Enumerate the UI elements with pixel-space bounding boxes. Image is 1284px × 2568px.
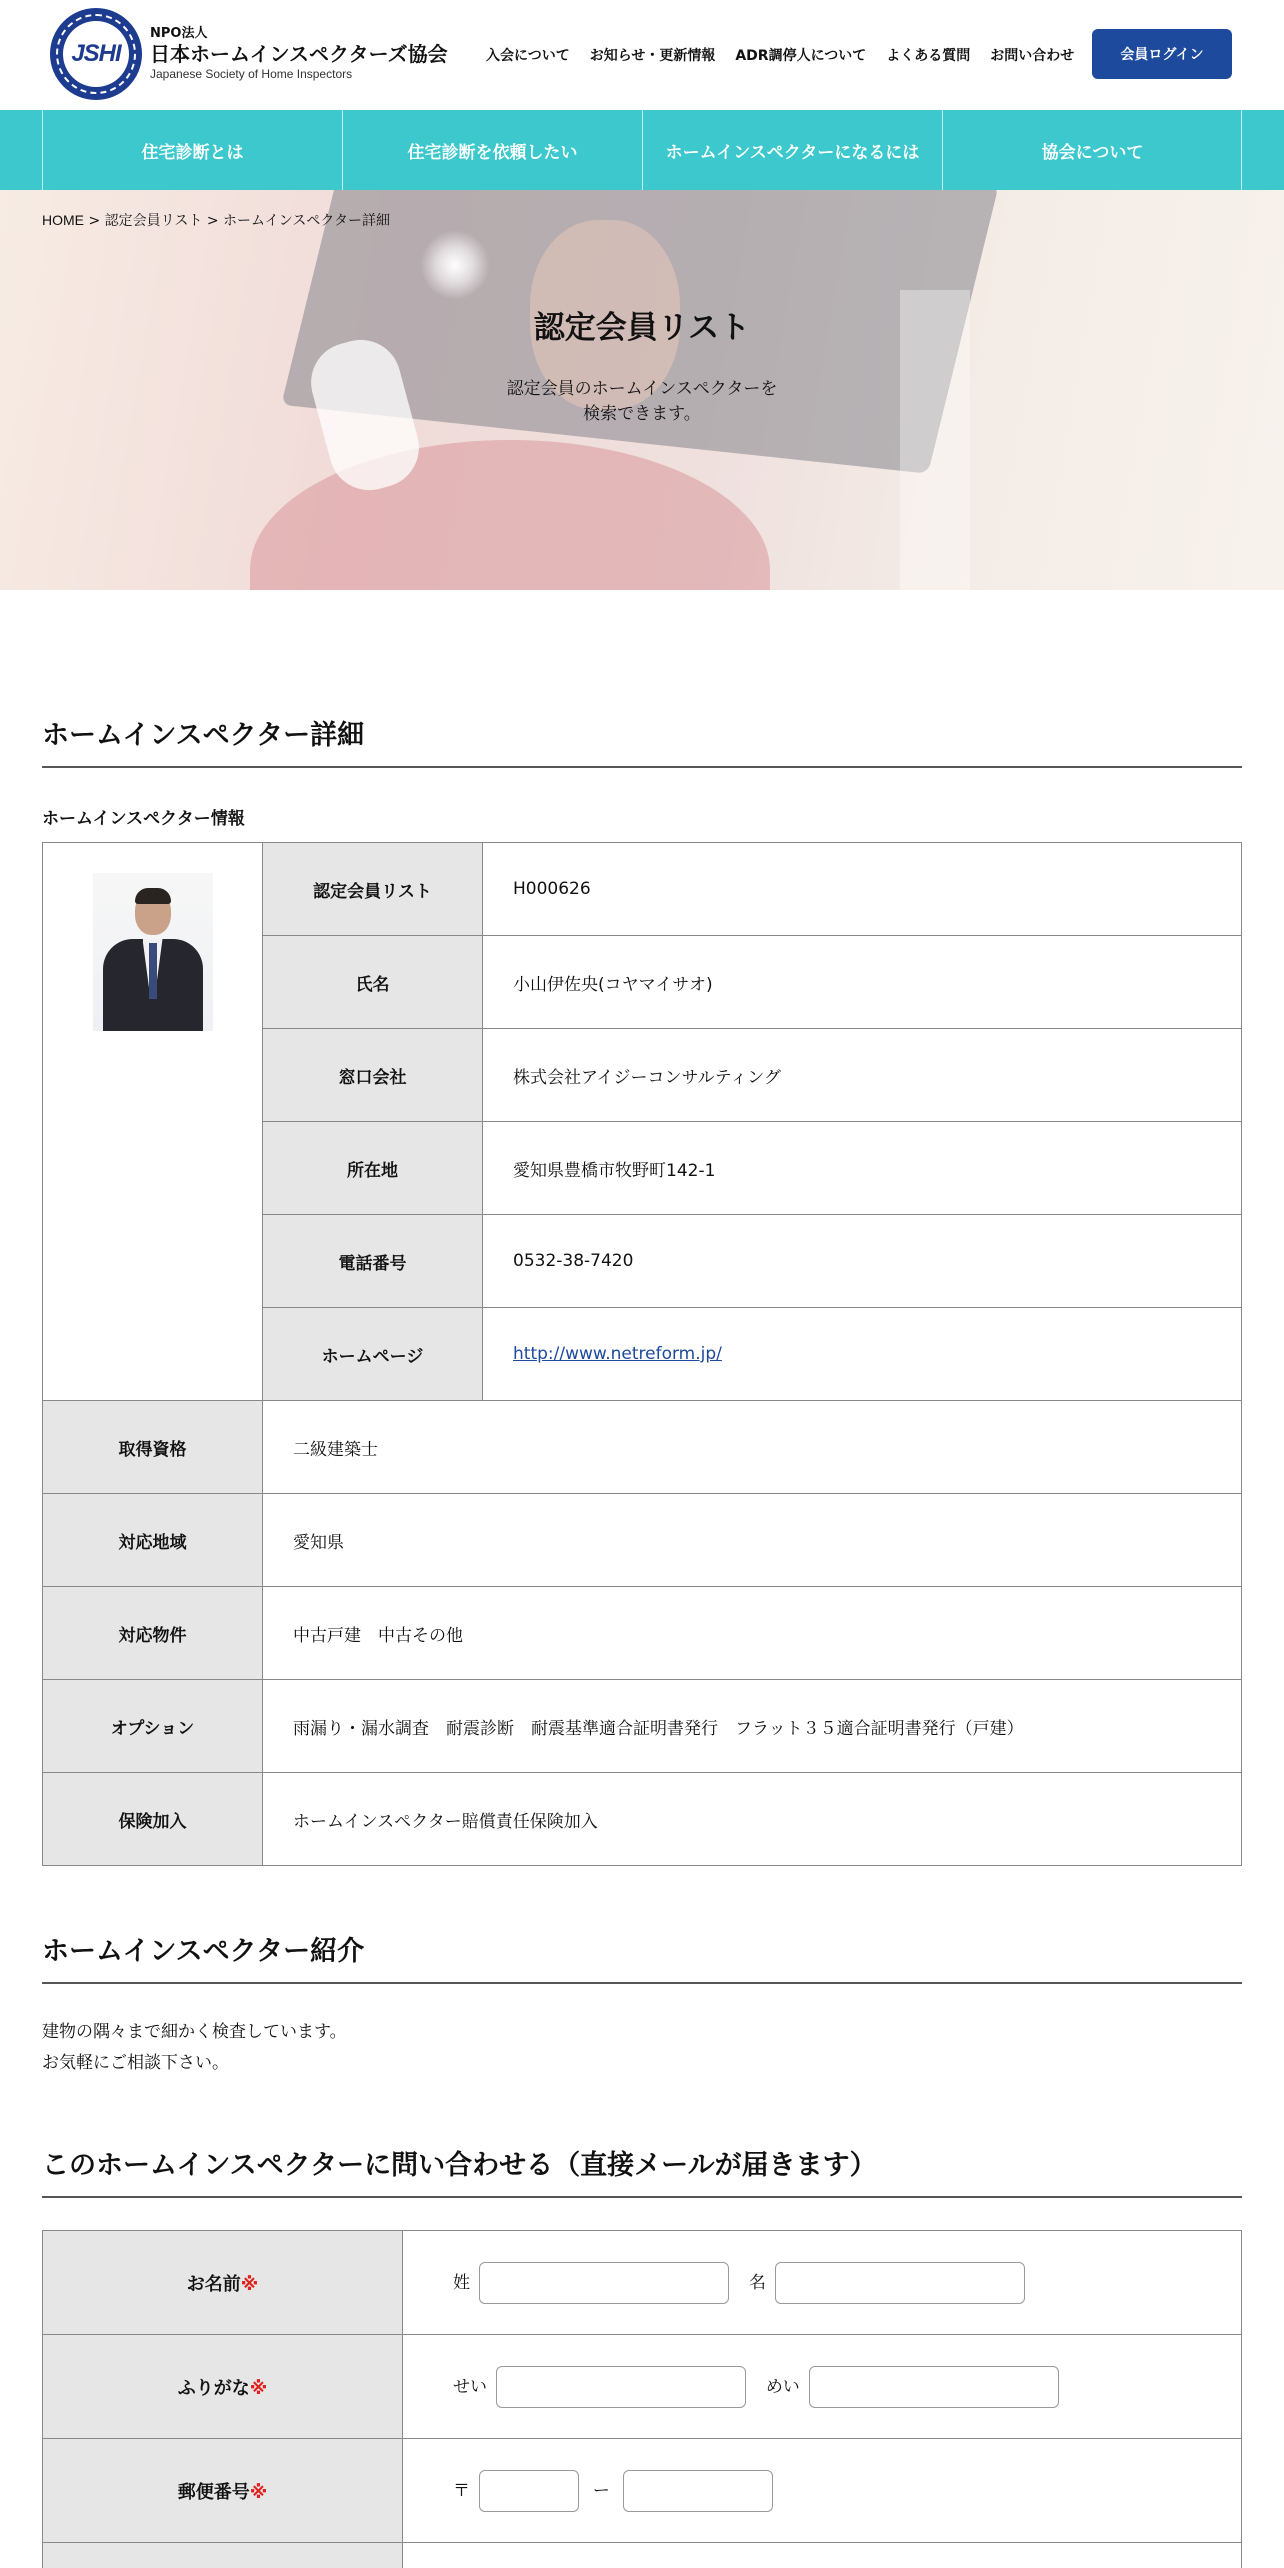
zip-first-input[interactable]: [479, 2470, 579, 2512]
kana-last-input[interactable]: [496, 2366, 746, 2408]
row-label-property: 対応物件: [43, 1587, 263, 1680]
member-login-button[interactable]: 会員ログイン: [1092, 29, 1232, 79]
main-nav-about-association[interactable]: 協会について: [942, 110, 1242, 190]
required-mark: ※: [240, 2273, 259, 2295]
next-row-label: [43, 2543, 403, 2568]
zip-mark: 〒: [453, 2480, 470, 2501]
row-label-area: 対応地域: [43, 1494, 263, 1587]
row-value-name: 小山伊佐央(コヤマイサオ): [483, 936, 1242, 1029]
required-mark: ※: [249, 2481, 268, 2503]
breadcrumb-member-list[interactable]: 認定会員リスト: [104, 212, 203, 228]
kana-last-label: せい: [453, 2376, 487, 2397]
site-logo[interactable]: [50, 8, 448, 100]
main-nav: [0, 110, 1284, 190]
row-label-options: オプション: [43, 1680, 263, 1773]
row-value-phone: 0532-38-7420: [483, 1215, 1242, 1308]
kana-first-input[interactable]: [809, 2366, 1059, 2408]
required-mark: ※: [249, 2377, 268, 2399]
main-nav-request-inspection[interactable]: 住宅診断を依頼したい: [342, 110, 642, 190]
logo-mark: JSHI: [71, 40, 121, 67]
row-label-homepage: ホームページ: [263, 1308, 483, 1401]
row-value-insurance: ホームインスペクター賠償責任保険加入: [263, 1773, 1242, 1866]
contact-form: [42, 2230, 1242, 2568]
kana-first-label: めい: [765, 2376, 800, 2397]
inspector-photo-cell: [43, 843, 263, 1401]
top-nav-membership[interactable]: 入会について: [486, 48, 570, 64]
zip-dash: ー: [592, 2480, 610, 2501]
first-name-input[interactable]: [775, 2262, 1025, 2304]
inspector-photo: [93, 873, 213, 1031]
logo-english: Japanese Society of Home Inspectors: [150, 67, 353, 82]
row-value-address: 愛知県豊橋市牧野町142-1: [483, 1122, 1242, 1215]
intro-text: 建物の隅々まで細かく検査しています。 お気軽にご相談下さい。: [42, 2022, 347, 2073]
breadcrumb-home[interactable]: HOME: [42, 212, 84, 228]
row-label-company: 窓口会社: [263, 1029, 483, 1122]
logo-name: 日本ホームインスペクターズ協会: [150, 42, 448, 67]
row-label-address: 所在地: [263, 1122, 483, 1215]
detail-subheading: ホームインスペクター情報: [42, 809, 245, 829]
row-label-member-id: 認定会員リスト: [263, 843, 483, 936]
page-title: 認定会員リスト: [533, 310, 751, 346]
breadcrumb: HOME > 認定会員リスト > ホームインスペクター詳細: [42, 212, 391, 229]
row-label-phone: 電話番号: [263, 1215, 483, 1308]
homepage-link[interactable]: http://www.netreform.jp/: [513, 1344, 722, 1364]
row-value-company: 株式会社アイジーコンサルティング: [483, 1029, 1242, 1122]
main-nav-become-inspector[interactable]: ホームインスペクターになるには: [642, 110, 942, 190]
row-value-property: 中古戸建 中古その他: [263, 1587, 1242, 1680]
row-value-member-id: H000626: [483, 843, 1242, 936]
site-header: [0, 0, 1284, 110]
row-label-name: 氏名: [263, 936, 483, 1029]
row-label-insurance: 保険加入: [43, 1773, 263, 1866]
intro-heading: ホームインスペクター紹介: [42, 1929, 1242, 1984]
top-nav-adr[interactable]: ADR調停人について: [735, 48, 867, 64]
top-nav: [486, 45, 1094, 65]
breadcrumb-current: ホームインスペクター詳細: [223, 213, 391, 229]
zip-second-input[interactable]: [623, 2470, 773, 2512]
top-nav-contact[interactable]: お問い合わせ: [990, 48, 1075, 64]
top-nav-news[interactable]: お知らせ・更新情報: [589, 48, 716, 64]
detail-heading: ホームインスペクター詳細: [42, 713, 1242, 768]
main-nav-about-inspection[interactable]: 住宅診断とは: [42, 110, 342, 190]
row-value-options: 雨漏り・漏水調査 耐震診断 耐震基準適合証明書発行 フラット３５適合証明書発行（戸建）: [263, 1680, 1242, 1773]
name-label: お名前※: [43, 2231, 403, 2335]
last-name-input[interactable]: [479, 2262, 729, 2304]
row-value-qualification: 二級建築士: [263, 1401, 1242, 1494]
zip-label: 郵便番号※: [43, 2439, 403, 2543]
first-name-label: 名: [748, 2272, 766, 2293]
last-name-label: 姓: [453, 2272, 470, 2293]
inspector-info-table: [42, 842, 1242, 1866]
logo-npo: NPO法人: [150, 25, 208, 41]
row-value-homepage: [483, 1308, 1242, 1401]
kana-label: ふりがな※: [43, 2335, 403, 2439]
row-value-area: 愛知県: [263, 1494, 1242, 1587]
page-subtitle: 認定会員のホームインスペクターを 検索できます。: [506, 379, 778, 424]
contact-heading: このホームインスペクターに問い合わせる（直接メールが届きます）: [42, 2143, 1242, 2198]
row-label-qualification: 取得資格: [43, 1401, 263, 1494]
top-nav-faq[interactable]: よくある質問: [886, 48, 971, 64]
jshi-seal-icon: [50, 8, 142, 100]
